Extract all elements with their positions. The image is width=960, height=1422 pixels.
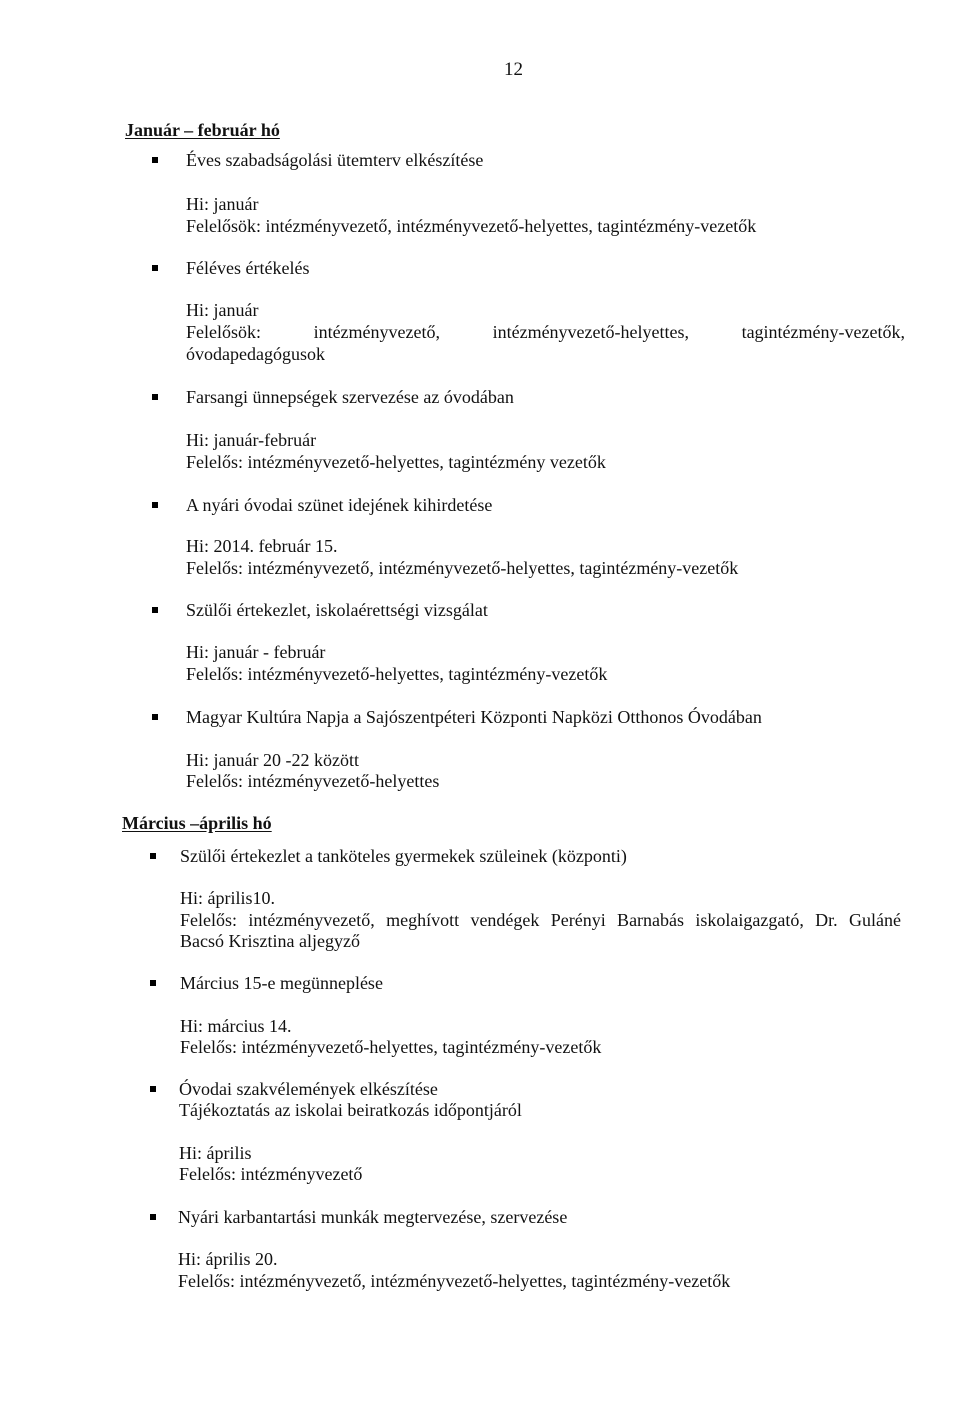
item-deadline: Hi: január - február [186, 642, 326, 662]
item-title: Magyar Kultúra Napja a Sajószentpéteri Központi Napközi Otthonos Óvodában [186, 707, 762, 727]
bullet-icon [150, 980, 156, 986]
item-title: Féléves értékelés [186, 258, 310, 278]
item-title: A nyári óvodai szünet idejének kihirdetése [186, 495, 493, 515]
bullet-icon [152, 714, 158, 720]
item-deadline: Hi: április10. [180, 888, 275, 908]
section-heading: Január – február hó [125, 120, 280, 140]
item-deadline: Hi: január [186, 194, 259, 214]
item-responsible: Felelős: intézményvezető, intézményvezető-helyettes, tagintézmény-vezetők [178, 1271, 731, 1291]
item-deadline: Hi: 2014. február 15. [186, 536, 338, 556]
bullet-icon [152, 394, 158, 400]
item-responsible: Felelősök: intézményvezető, intézményvezető-helyettes, tagintézmény-vezetők [186, 216, 757, 236]
item-responsible-continued: Bacsó Krisztina aljegyző [180, 931, 360, 951]
item-title: Farsangi ünnepségek szervezése az óvodában [186, 387, 514, 407]
item-responsible: Felelős: intézményvezető [179, 1164, 363, 1184]
item-responsible: Felelős: intézményvezető-helyettes, tagintézmény-vezetők [186, 664, 608, 684]
bullet-icon [152, 157, 158, 163]
bullet-icon [150, 1214, 156, 1220]
item-responsible-continued: óvodapedagógusok [186, 344, 325, 364]
item-responsible: Felelősök: intézményvezető, intézményvezető-helyettes, tagintézmény-vezetők, [186, 322, 905, 342]
item-title: Óvodai szakvélemények elkészítése [179, 1079, 438, 1099]
item-responsible: Felelős: intézményvezető-helyettes, tagintézmény-vezetők [180, 1037, 602, 1057]
bullet-icon [152, 502, 158, 508]
item-deadline: Hi: április [179, 1143, 252, 1163]
bullet-icon [150, 1086, 156, 1092]
section-heading: Március –április hó [122, 813, 272, 833]
item-title-continued: Tájékoztatás az iskolai beiratkozás időpontjáról [179, 1100, 522, 1120]
item-title: Nyári karbantartási munkák megtervezése, szervezése [178, 1207, 568, 1227]
item-deadline: Hi: április 20. [178, 1249, 278, 1269]
bullet-icon [150, 853, 156, 859]
item-deadline: Hi: január 20 -22 között [186, 750, 359, 770]
item-deadline: Hi: március 14. [180, 1016, 292, 1036]
item-responsible: Felelős: intézményvezető, meghívott vendégek Perényi Barnabás iskolaigazgató, Dr. Guláné [180, 910, 901, 930]
item-title: Szülői értekezlet a tanköteles gyermekek szüleinek (központi) [180, 846, 627, 866]
item-title: Szülői értekezlet, iskolaérettségi vizsgálat [186, 600, 488, 620]
page-number: 12 [504, 59, 523, 80]
item-title: Éves szabadságolási ütemterv elkészítése [186, 150, 484, 170]
bullet-icon [152, 265, 158, 271]
item-deadline: Hi: január-február [186, 430, 317, 450]
item-responsible: Felelős: intézményvezető-helyettes [186, 771, 440, 791]
bullet-icon [152, 607, 158, 613]
item-title: Március 15-e megünneplése [180, 973, 383, 993]
item-deadline: Hi: január [186, 300, 259, 320]
item-responsible: Felelős: intézményvezető, intézményvezető-helyettes, tagintézmény-vezetők [186, 558, 739, 578]
item-responsible: Felelős: intézményvezető-helyettes, tagintézmény vezetők [186, 452, 606, 472]
